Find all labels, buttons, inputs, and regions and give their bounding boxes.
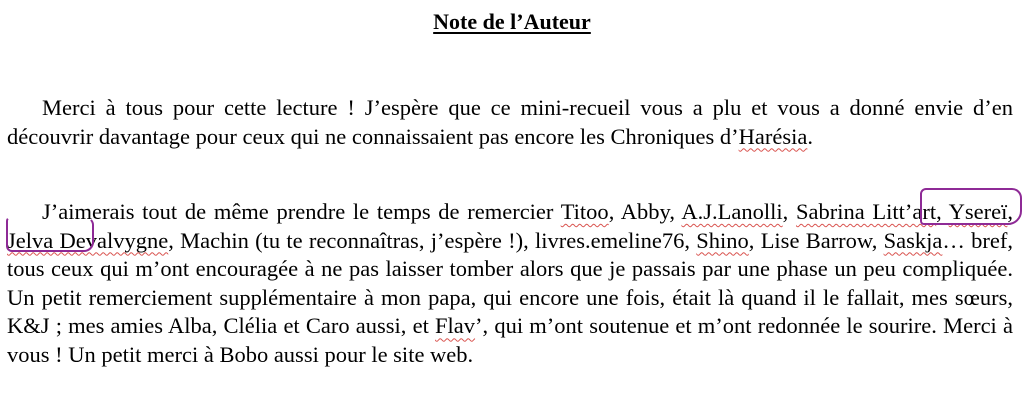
text-run: ,: [936, 199, 949, 224]
misspelled-word: Shino: [696, 227, 749, 253]
text-run: ,: [782, 199, 796, 224]
text-run: , Abby,: [608, 199, 682, 224]
text-run: J’aimerais tout de même prendre le temps de remercier: [42, 199, 561, 224]
thanks-paragraph-2: [7, 198, 1013, 370]
text-run: , Machin (tu te reconnaîtras, j’espère !), livres.emeline76,: [168, 227, 697, 253]
text-run: Merci à tous pour cette lecture ! J’espère que ce mini-recueil vous a plu et vous a donné envie d’en découvrir davantage pour ceux qui ne connaissaient pas encore les Chroniques d’: [7, 95, 1013, 149]
misspelled-word: Harésia: [738, 123, 808, 149]
misspelled-word: Jelva Devalvygne: [7, 227, 169, 253]
page-title-text: Note de l’Auteur: [433, 9, 591, 34]
misspelled-word: Ysereï: [948, 199, 1008, 224]
text-run: … bref, tous ceux qui m’ont encouragée à ne pas laisser tomber alors que je passais par une phase un peu compliquée. Un petit remerciement supplémentaire à mon papa, qui encore une fois, était là quand il le fallait, mes sœurs, K&J ; mes amies Alba, Clélia et Caro aussi, et: [7, 227, 1013, 339]
highlighted-name: Sabrina Litt’art: [796, 199, 937, 224]
misspelled-word: Titoo: [560, 199, 609, 224]
text-run: ,: [1007, 199, 1014, 224]
misspelled-word: A.J.Lanolli: [681, 199, 783, 224]
page-title: [0, 8, 1024, 36]
text-run: ’, qui m’ont soutenue et m’ont redonnée le sourire. Merci à vous ! Un petit merci à Bobo aussi pour le site web.: [7, 313, 1013, 367]
thanks-paragraph-1: [7, 94, 1013, 151]
text-run: .: [807, 123, 813, 149]
misspelled-word: Saskja: [883, 227, 943, 253]
text-run: , Lise Barrow,: [748, 227, 884, 253]
misspelled-word: Flav: [435, 313, 476, 339]
